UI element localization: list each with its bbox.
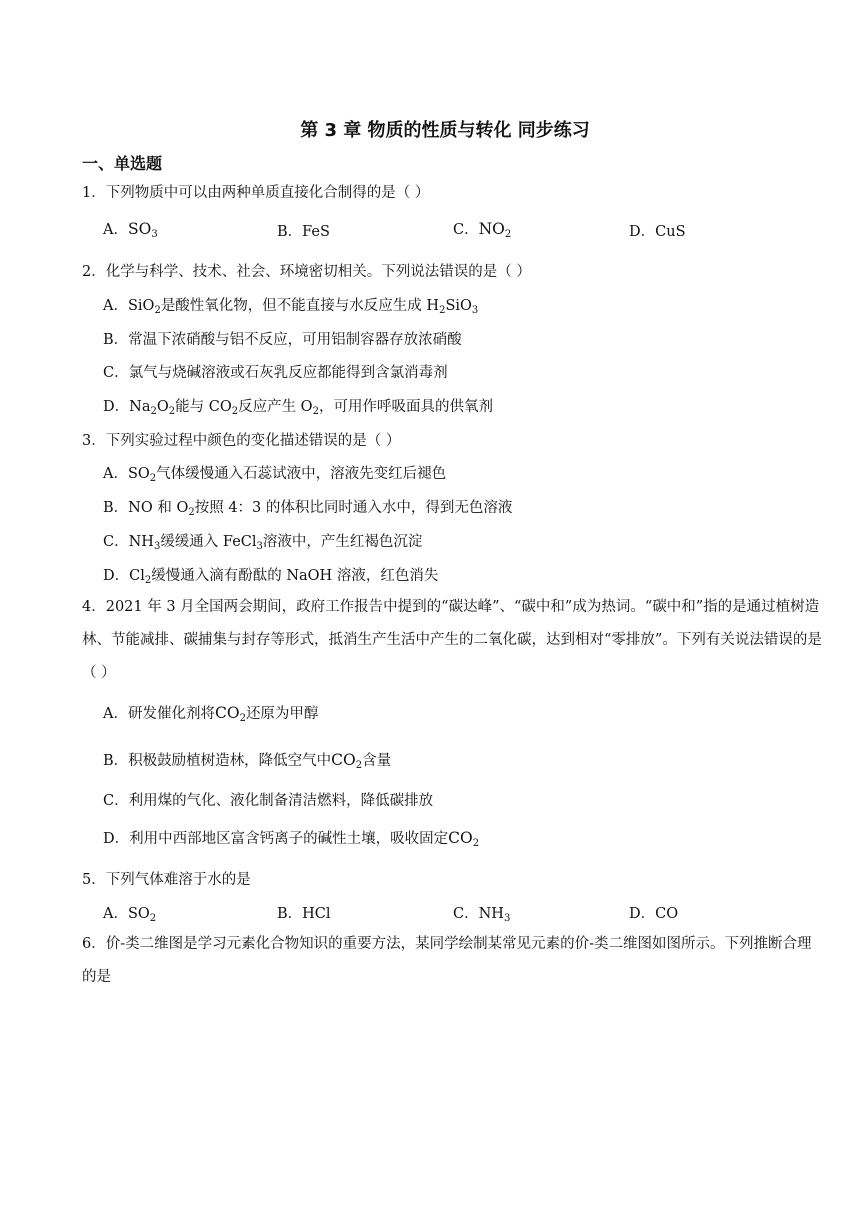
section-heading: 一、单选题 — [82, 154, 163, 173]
formula-subscript: 2 — [504, 229, 512, 240]
question-5-option-c — [453, 902, 510, 923]
page-title: 第 3 章 物质的性质与转化 同步练习 — [300, 120, 590, 141]
subscript: 2 — [312, 406, 319, 417]
question-1-option-a — [103, 218, 158, 239]
question-6-stem: 6．价-类二维图是学习元素化合物知识的重要方法，某同学绘制某常见元素的价-类二维图如图所示。下列推断合理的是 — [82, 936, 812, 985]
question-5-option-a — [103, 902, 156, 923]
text-run: 反应产生 O — [238, 399, 313, 415]
question-1-option-d — [629, 220, 686, 241]
formula-main: CO — [448, 829, 473, 847]
question-1-option-c — [453, 218, 511, 239]
text-run: 溶液中，产生红褐色沉淀 — [262, 534, 423, 550]
question-4-option-d — [103, 827, 479, 848]
text-run: 气体缓慢通入石蕊试液中，溶液先变红后褪色 — [156, 466, 447, 482]
text-run: 还原为甲醇 — [245, 706, 319, 722]
formula — [479, 220, 512, 238]
formula — [448, 829, 479, 847]
formula-main: SO — [127, 220, 152, 238]
question-3-option-d — [103, 564, 438, 585]
text-run: A．研发催化剂将 — [103, 706, 215, 722]
option-label: D． — [629, 224, 656, 240]
question-4-stem: 4．2021 年 3 月全国两会期间，政府工作报告中提到的“碳达峰”、“碳中和”成为热词。“碳中和”指的是通过植树造林、节能减排、碳捕集与封存等形式，抵消生产生活中产生的二氧化碳，达到相对“零排放”。下列有关说法错误的是（ ） — [82, 599, 822, 681]
text-run: C．NH — [103, 534, 154, 550]
question-2-stem: 2．化学与科学、技术、社会、环境密切相关。下列说法错误的是（ ） — [82, 264, 531, 280]
text-run: 含量 — [362, 753, 392, 769]
formula-subscript: 2 — [239, 713, 246, 724]
option-label: C． — [453, 222, 479, 238]
formula — [215, 704, 246, 722]
question-5-option-b: B．HCl — [277, 906, 331, 922]
formula — [128, 220, 158, 238]
text-run: D．Cl — [103, 568, 145, 584]
text-run: ，可用作呼吸面具的供氧剂 — [318, 399, 493, 415]
option-label: B． — [277, 224, 303, 240]
text-run: SiO — [445, 298, 472, 314]
question-3-option-a — [103, 462, 446, 483]
subscript: 3 — [153, 541, 161, 552]
subscript: 2 — [154, 305, 161, 316]
subscript: 2 — [150, 406, 157, 417]
subscript: 2 — [149, 473, 157, 484]
question-4-option-a — [103, 702, 318, 723]
formula-subscript: 3 — [151, 229, 158, 240]
question-5-stem: 5．下列气体难溶于水的是 — [82, 872, 251, 888]
text-run: 能与 CO — [175, 399, 232, 415]
text-run: C．NH — [453, 906, 504, 922]
text-run: A．SO — [103, 906, 150, 922]
formula-main: CO — [214, 704, 240, 722]
question-4-option-b — [103, 749, 391, 770]
question-1-stem: 1．下列物质中可以由两种单质直接化合制得的是（ ） — [82, 185, 430, 201]
question-2-option-a — [103, 294, 478, 315]
question-1-option-b — [277, 220, 330, 241]
option-label: A． — [103, 222, 128, 238]
formula-main: CO — [331, 751, 356, 769]
subscript: 3 — [256, 541, 263, 552]
question-3-option-b — [103, 496, 512, 517]
formula-subscript: 2 — [355, 760, 363, 771]
subscript: 2 — [231, 406, 239, 417]
question-2-option-d — [103, 395, 493, 416]
subscript: 3 — [471, 305, 479, 316]
text-run: 是酸性氧化物，但不能直接与水反应生成 H — [160, 298, 440, 314]
subscript: 3 — [503, 913, 511, 924]
subscript: 2 — [439, 305, 446, 316]
question-4-option-c: C．利用煤的气化、液化制备清洁燃料，降低碳排放 — [103, 793, 434, 809]
formula-main: NO — [478, 220, 505, 238]
text-run: 按照 4：3 的体积比同时通入水中，得到无色溶液 — [194, 500, 513, 516]
subscript: 2 — [149, 913, 157, 924]
text-run: D．利用中西部地区富含钙离子的碱性土壤，吸收固定 — [103, 831, 449, 847]
text-run: B．积极鼓励植树造林，降低空气中 — [103, 753, 332, 769]
formula — [331, 751, 362, 769]
text-run: A．SO — [103, 466, 150, 482]
text-run: 缓缓通入 FeCl — [160, 534, 257, 550]
question-2-option-c: C．氯气与烧碱溶液或石灰乳反应都能得到含氯消毒剂 — [103, 365, 448, 381]
text-run: D．Na — [103, 399, 151, 415]
question-3-stem: 3．下列实验过程中颜色的变化描述错误的是（ ） — [82, 433, 401, 449]
text-run: A．SiO — [103, 298, 155, 314]
subscript: 2 — [144, 575, 152, 586]
subscript: 2 — [188, 507, 195, 518]
question-5-option-d: D．CO — [629, 906, 679, 922]
question-3-option-c — [103, 530, 422, 551]
subscript: 2 — [168, 406, 176, 417]
option-text: FeS — [302, 224, 330, 240]
text-run: B．NO 和 O — [103, 500, 189, 516]
text-run: 缓慢通入滴有酚酞的 NaOH 溶液，红色消失 — [151, 568, 439, 584]
text-run: O — [156, 399, 169, 415]
question-2-option-b: B．常温下浓硝酸与铝不反应，可用铝制容器存放浓硝酸 — [103, 332, 462, 348]
formula-subscript: 2 — [472, 838, 480, 849]
option-text: CuS — [655, 224, 686, 240]
